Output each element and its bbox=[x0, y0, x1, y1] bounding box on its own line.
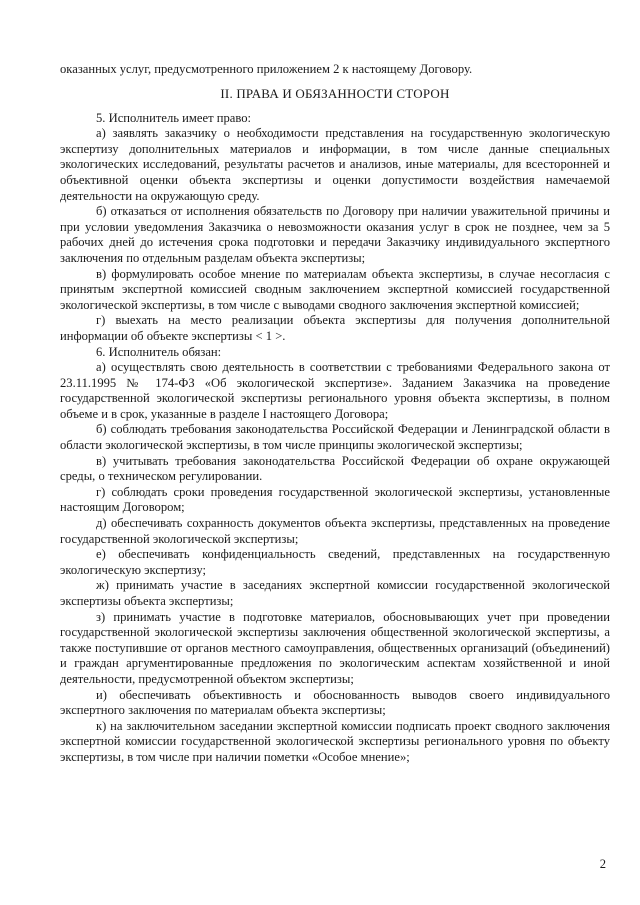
page-number: 2 bbox=[599, 857, 606, 871]
clause-6i: и) обеспечивать объективность и обоснованность выводов своего индивидуального экспертного заключения по материалам объекта экспертизы; bbox=[60, 687, 610, 718]
clause-6a: а) осуществлять свою деятельность в соответствии с требованиями Федерального закона от 23.11.1995 № 174-ФЗ «Об экологической экспертизе». Заданием Заказчика на проведение государственной экологической экспертизы регионального уровня объекта экспертизы, в полном объеме и в срок, указанные в разделе I настоящего Договора; bbox=[60, 360, 610, 421]
clause-5d: г) выехать на место реализации объекта экспертизы для получения дополнительной информации об объекте экспертизы < 1 >. bbox=[60, 313, 610, 343]
clause-6b: б) соблюдать требования законодательства Российской Федерации и Ленинградской области в области экологической экспертизы, в том числе принципы экологической экспертизы; bbox=[60, 422, 610, 453]
clause-5c: в) формулировать особое мнение по материалам объекта экспертизы, в случае несогласия с принятым экспертной комиссией сводным заключением экспертной комиссией государственной экологической экспертизы, в том числе с выводами сводного заключения экспертной комиссией; bbox=[60, 266, 610, 312]
clause-5: 5. Исполнитель имеет право: bbox=[96, 110, 252, 125]
clause-5b: б) отказаться от исполнения обязательств по Договору при наличии уважительной причины и при условии уведомления Заказчика о невозможности оказания услуг в срок не позднее, чем за 5 рабочих дней до истечения срока подготовки и передачи Заказчику индивидуального экспертного заключения по отдельным разделам объекта экспертизы; bbox=[60, 204, 610, 265]
clause-6d: г) соблюдать сроки проведения государственной экологической экспертизы, установленные настоящим Договором; bbox=[60, 484, 610, 515]
clause-6e: д) обеспечивать сохранность документов объекта экспертизы, представленных на проведение государственной экологической экспертизы; bbox=[60, 516, 610, 546]
clause-6: 6. Исполнитель обязан: bbox=[96, 344, 222, 359]
clause-6f: е) обеспечивать конфиденциальность сведений, представленных на государственную экологическую экспертизу; bbox=[60, 547, 610, 577]
clause-5a: а) заявлять заказчику о необходимости представления на государственную экологическую экспертизу дополнительных материалов и информации, в том числе данные специальных экологических исследований, результаты расчетов и анализов, иные материалы, для всесторонней и объективной оценки объекта экспертизы и оценки допустимости воздействия намечаемой деятельности на окружающую среду. bbox=[60, 126, 610, 203]
section-heading: II. ПРАВА И ОБЯЗАННОСТИ СТОРОН bbox=[220, 85, 450, 101]
clause-6c: в) учитывать требования законодательства Российской Федерации об охране окружающей среды, о техническом регулировании. bbox=[60, 453, 610, 484]
clause-6h: з) принимать участие в подготовке материалов, обосновывающих учет при проведении государственной экологической экспертизы заключения общественной экологической экспертизы, а также поступившие от органов местного самоуправления, общественных организаций (объединений) и граждан аргументированные предложения по экологическим аспектам хозяйственной и иной деятельности, предусмотренной объектом экспертизы; bbox=[60, 609, 610, 686]
clause-6g: ж) принимать участие в заседаниях экспертной комиссии государственной экологической экспертизы объекта экспертизы; bbox=[60, 578, 610, 608]
intro-text: оказанных услуг, предусмотренного приложением 2 к настоящему Договору. bbox=[60, 62, 473, 76]
clause-6k: к) на заключительном заседании экспертной комиссии подписать проект сводного заключения экспертной комиссии государственной экологической экспертизы регионального уровня по объекту экспертизы, в том числе при наличии пометки «Особое мнение»; bbox=[60, 718, 610, 764]
